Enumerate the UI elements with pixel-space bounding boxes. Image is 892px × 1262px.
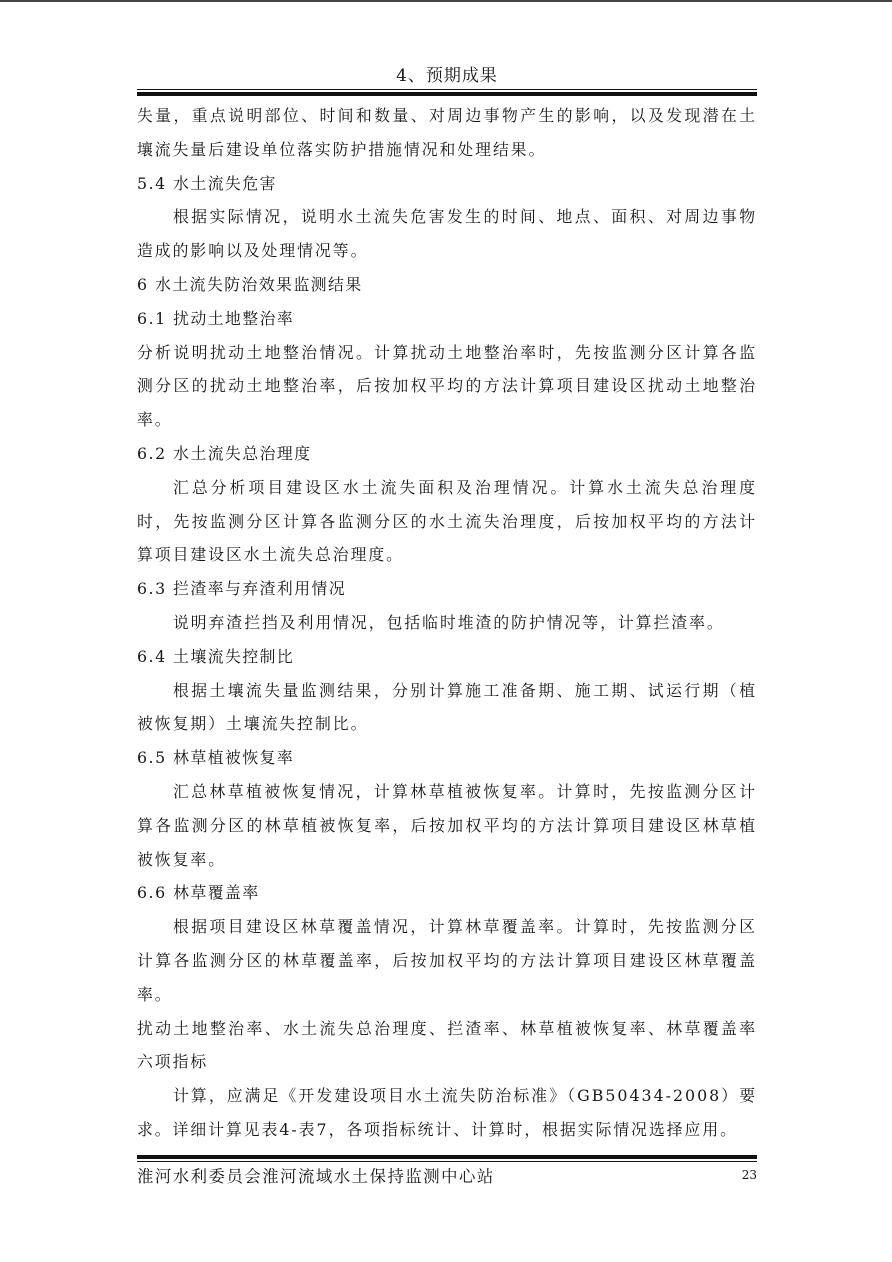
section-heading: 5.4 水土流失危害 [137,173,277,193]
header-rule-thin [137,89,757,90]
section-heading: 6.2 水土流失总治理度 [137,443,312,463]
section-heading: 6.3 拦渣率与弃渣利用情况 [137,579,347,599]
paragraph: 根据项目建设区林草覆盖情况，计算林草覆盖率。计算时，先按监测分区计算各监测分区的林草覆盖率，后按加权平均的方法计算项目建设区林草覆盖率。 [137,917,757,1004]
section-heading: 6.1 扰动土地整治率 [137,308,295,328]
paragraph: 汇总分析项目建设区水土流失面积及治理情况。计算水土流失总治理度时，先按监测分区计算各监测分区的水土流失治理度，后按加权平均的方法计算项目建设区水土流失总治理度。 [137,477,757,565]
paragraph: 扰动土地整治率、水土流失总治理度、拦渣率、林草植被恢复率、林草覆盖率六项指标 [137,1018,757,1072]
footer-rule-thick [137,1155,757,1159]
section-heading: 6.4 土壤流失控制比 [137,646,295,666]
footer-organization: 淮河水利委员会淮河流域水土保持监测中心站 [137,1167,495,1186]
paragraph: 计算，应满足《开发建设项目水土流失防治标准》（GB50434-2008）要求。详细计算见表4-表7，各项指标统计、计算时，根据实际情况选择应用。 [137,1086,757,1139]
paragraph: 分析说明扰动土地整治情况。计算扰动土地整治率时，先按监测分区计算各监测分区的扰动土地整治率，后按加权平均的方法计算项目建设区扰动土地整治率。 [137,342,757,430]
paragraph: 根据土壤流失量监测结果，分别计算施工准备期、施工期、试运行期（植被恢复期）土壤流失控制比。 [137,680,757,734]
paragraph: 汇总林草植被恢复情况，计算林草植被恢复率。计算时，先按监测分区计算各监测分区的林草植被恢复率，后按加权平均的方法计算项目建设区林草植被恢复率。 [137,781,757,869]
header-rule-thick [137,92,757,96]
section-heading: 6.6 林草覆盖率 [137,883,260,903]
section-heading: 6 水土流失防治效果监测结果 [137,274,363,294]
paragraph: 根据实际情况，说明水土流失危害发生的时间、地点、面积、对周边事物造成的影响以及处理情况等。 [137,207,757,261]
paragraph: 说明弃渣拦挡及利用情况，包括临时堆渣的防护情况等，计算拦渣率。 [173,612,725,632]
footer-rule-thin [137,1161,757,1162]
section-heading: 6.5 林草植被恢复率 [137,748,295,768]
page-header-title: 4、预期成果 [396,66,498,86]
paragraph: 失量，重点说明部位、时间和数量、对周边事物产生的影响，以及发现潜在土壤流失量后建设单位落实防护措施情况和处理结果。 [137,106,757,159]
document-body [137,99,757,1147]
page-top-edge [0,0,892,2]
page-number: 23 [741,1168,757,1182]
